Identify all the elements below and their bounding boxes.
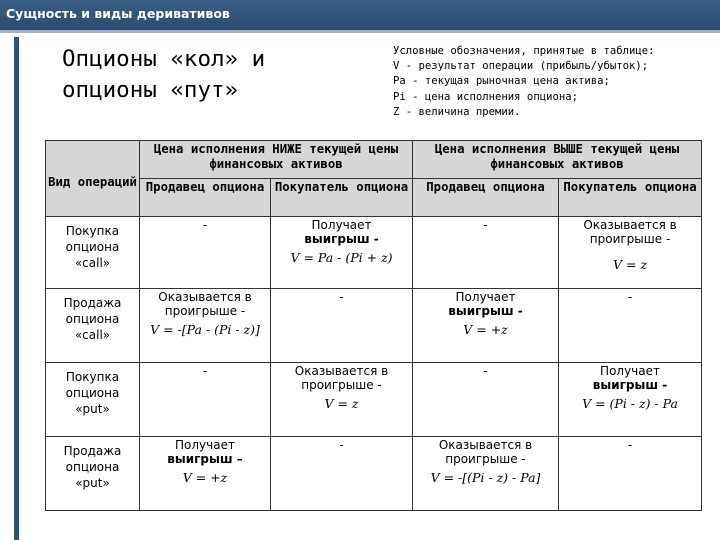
cell-text: Оказывается в проигрыше -: [583, 218, 677, 246]
table-cell: [271, 217, 413, 289]
group-header-above: Цена исполнения ВЫШЕ текущей цены финансовых активов: [413, 141, 702, 179]
formula: V = z: [613, 257, 648, 272]
subheader-buyer: Покупатель опциона: [559, 179, 702, 217]
cell-bold-text: выигрыш –: [167, 452, 243, 466]
legend-line: V - результат операции (прибыль/убыток);: [393, 60, 649, 73]
table-row: [46, 289, 702, 363]
cell-text: Получает: [311, 218, 372, 232]
cell-text: Получает: [455, 290, 516, 304]
row-label: Покупка опциона «call»: [46, 217, 140, 289]
corner-header: Вид операций: [46, 141, 140, 217]
cell-bold-text: выигрыш -: [448, 304, 523, 318]
table-cell: -: [140, 363, 271, 437]
table-cell: [413, 289, 559, 363]
legend-line: Pi - цена исполнения опциона;: [393, 90, 578, 103]
formula: V = +z: [182, 470, 228, 485]
formula: V = (Pi - z) - Pa: [582, 396, 678, 411]
cell-bold-text: выигрыш -: [592, 378, 668, 392]
table-cell: -: [271, 437, 413, 511]
legend-line: Условные обозначения, принятые в таблице:: [393, 45, 655, 57]
slide-title-line-1: Опционы «кол» и: [62, 46, 266, 72]
cell-text: Оказывается в проигрыше -: [438, 438, 533, 466]
cell-text: Оказывается в проигрыше -: [294, 364, 389, 392]
formula: V = -[(Pi - z) - Pa]: [430, 470, 541, 485]
formula: V = Pa - (Pi + z): [290, 250, 393, 265]
table-cell: -: [559, 289, 702, 363]
slide-title-line-2: опционы «пут»: [62, 77, 239, 103]
table-row: [46, 363, 702, 437]
formula: V = -[Pa - (Pi - z)]: [150, 322, 260, 337]
subheader-seller: Продавец опциона: [140, 179, 271, 217]
legend: [393, 44, 713, 120]
options-table: [45, 140, 702, 511]
slide-title: [62, 44, 362, 106]
table-cell: -: [413, 363, 559, 437]
table-cell: [413, 437, 559, 511]
table-cell: [559, 217, 702, 289]
table-cell: [140, 437, 271, 511]
row-label: Продажа опциона «put»: [46, 437, 140, 511]
header-title: Сущность и виды деривативов: [6, 6, 230, 21]
table-row: [46, 437, 702, 511]
cell-bold-text: выигрыш -: [304, 232, 379, 246]
header-divider: [0, 30, 720, 33]
table-cell: -: [140, 217, 271, 289]
legend-line: Z - величина премии.: [393, 105, 521, 118]
table-cell: -: [271, 289, 413, 363]
subheader-seller: Продавец опциона: [413, 179, 559, 217]
table-cell: [140, 289, 271, 363]
header-bar: [0, 0, 720, 30]
cell-text: Получает: [175, 438, 235, 452]
left-accent-bar: [14, 37, 19, 540]
row-label: Продажа опциона «call»: [46, 289, 140, 363]
table-cell: -: [559, 437, 702, 511]
group-header-below: Цена исполнения НИЖЕ текущей цены финансовых активов: [140, 141, 413, 179]
formula: V = +z: [463, 322, 508, 337]
legend-line: Pa - текущая рыночная цена актива;: [393, 75, 610, 88]
row-label: Покупка опциона «put»: [46, 363, 140, 437]
formula: V = z: [324, 396, 359, 411]
table-cell: [559, 363, 702, 437]
table-cell: -: [413, 217, 559, 289]
table-cell: [271, 363, 413, 437]
subheader-buyer: Покупатель опциона: [271, 179, 413, 217]
cell-text: Оказывается в проигрыше -: [158, 290, 252, 318]
table-row: [46, 217, 702, 289]
cell-text: Получает: [600, 364, 660, 378]
